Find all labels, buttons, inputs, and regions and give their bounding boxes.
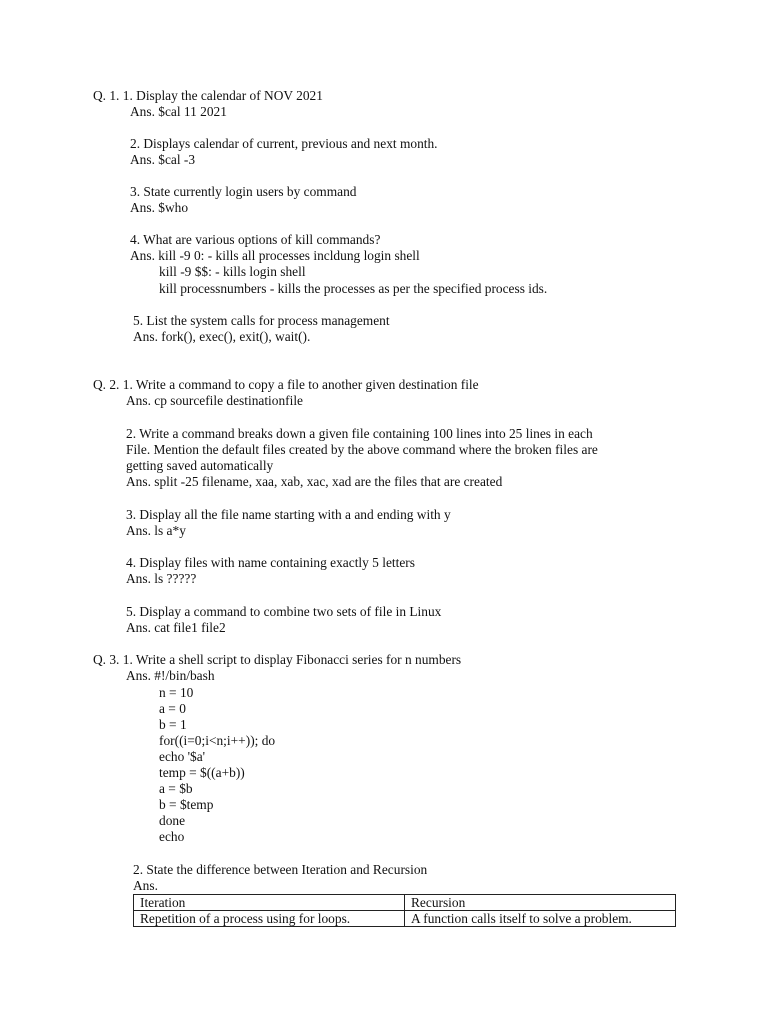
script-line: echo '$a' (159, 749, 206, 764)
script-line: n = 10 (159, 685, 194, 700)
script-line: a = 0 (159, 701, 186, 716)
table-cell: A function calls itself to solve a problem. (405, 911, 676, 927)
q3-title: Q. 3. 1. Write a shell script to display Fibonacci series for n numbers (93, 652, 462, 667)
table-row (134, 911, 676, 927)
iteration-recursion-table (133, 894, 676, 927)
q1-item1-answer: Ans. $cal 11 2021 (130, 104, 227, 119)
q2-item2-answer: Ans. split -25 filename, xaa, xab, xac, xad are the files that are created (126, 474, 503, 489)
q1-item4-answer-line2: kill -9 $$: - kills login shell (159, 264, 306, 279)
q2-item3-question: 3. Display all the file name starting with a and ending with y (126, 507, 451, 522)
script-line: done (159, 813, 186, 828)
table-cell: Repetition of a process using for loops. (134, 911, 405, 927)
q1-item5-answer: Ans. fork(), exec(), exit(), wait(). (133, 329, 311, 344)
q1-item3-question: 3. State currently login users by command (130, 184, 357, 199)
q3-item2-answer: Ans. (133, 878, 158, 893)
table-header-cell: Iteration (134, 895, 405, 911)
q1-item4-answer-line3: kill processnumbers - kills the processes as per the specified process ids. (159, 281, 548, 296)
q1-item5-question: 5. List the system calls for process management (133, 313, 390, 328)
script-line: echo (159, 829, 185, 844)
q2-item2-question-line1: 2. Write a command breaks down a given file containing 100 lines into 25 lines in each (126, 426, 593, 441)
table-header-cell: Recursion (405, 895, 676, 911)
q2-title: Q. 2. 1. Write a command to copy a file to another given destination file (93, 377, 479, 392)
q1-item2-question: 2. Displays calendar of current, previous and next month. (130, 136, 438, 151)
table-header-row (134, 895, 676, 911)
q1-item3-answer: Ans. $who (130, 200, 189, 215)
q2-item5-question: 5. Display a command to combine two sets of file in Linux (126, 604, 442, 619)
script-line: b = 1 (159, 717, 187, 732)
q2-item4-question: 4. Display files with name containing exactly 5 letters (126, 555, 415, 570)
q1-item2-answer: Ans. $cal -3 (130, 152, 196, 167)
q1-item4-question: 4. What are various options of kill commands? (130, 232, 381, 247)
q2-item1-answer: Ans. cp sourcefile destinationfile (126, 393, 304, 408)
q2-item4-answer: Ans. ls ????? (126, 571, 197, 586)
q2-item3-answer: Ans. ls a*y (126, 523, 186, 538)
script-line: b = $temp (159, 797, 214, 812)
script-line: for((i=0;i<n;i++)); do (159, 733, 276, 748)
q2-item2-question-line2: File. Mention the default files created by the above command where the broken files are (126, 442, 598, 457)
script-line: temp = $((a+b)) (159, 765, 245, 780)
q1-item4-answer-line1: Ans. kill -9 0: - kills all processes incldung login shell (130, 248, 420, 263)
q1-title: Q. 1. 1. Display the calendar of NOV 2021 (93, 88, 323, 103)
q2-item5-answer: Ans. cat file1 file2 (126, 620, 226, 635)
q3-answer-label: Ans. #!/bin/bash (126, 668, 215, 683)
q3-item2-question: 2. State the difference between Iteration and Recursion (133, 862, 428, 877)
script-line: a = $b (159, 781, 193, 796)
q2-item2-question-line3: getting saved automatically (126, 458, 274, 473)
